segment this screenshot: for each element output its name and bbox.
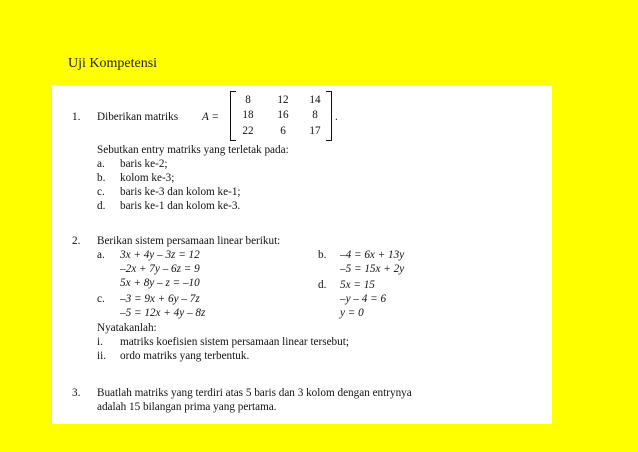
q1-item-text: kolom ke-3; xyxy=(120,172,175,184)
q1-intro: Diberikan matriks xyxy=(97,111,179,123)
matrix-cell: 16 xyxy=(277,109,289,121)
q2-task-text: matriks koefisien sistem persamaan linear tersebut; xyxy=(120,336,349,348)
q3-number: 3. xyxy=(72,387,81,399)
q2-equation: –4 = 6x + 13y xyxy=(340,249,405,261)
q1-item-letter: d. xyxy=(97,200,106,212)
q2-equation: –3 = 9x + 6y – 7z xyxy=(120,293,200,305)
q2-equation: –5 = 12x + 4y – 8z xyxy=(120,307,206,319)
matrix-cell: 6 xyxy=(280,125,286,137)
q2-instruction: Nyatakanlah: xyxy=(97,322,157,334)
matrix-cell: 8 xyxy=(312,109,318,121)
matrix-cell: 8 xyxy=(245,94,251,106)
q2-equation: –y – 4 = 6 xyxy=(340,293,387,305)
q1-item-text: baris ke-2; xyxy=(120,158,168,170)
q2-prompt: Berikan sistem persamaan linear berikut: xyxy=(97,235,281,247)
q2-equation: 5x = 15 xyxy=(340,279,375,291)
slide-title: Uji Kompetensi xyxy=(68,56,158,71)
q2-equation: –5 = 15x + 2y xyxy=(340,263,405,275)
q1-number: 1. xyxy=(72,111,81,123)
q2-task-text: ordo matriks yang terbentuk. xyxy=(120,350,250,362)
q1-matrix-name: A = xyxy=(202,111,219,123)
q2-b-letter: b. xyxy=(318,249,327,261)
q1-item-text: baris ke-3 dan kolom ke-1; xyxy=(120,186,241,198)
q3-line: Buatlah matriks yang terdiri atas 5 baris dan 3 kolom dengan entrynya xyxy=(97,387,412,399)
q2-d-letter: d. xyxy=(318,279,327,291)
q2-task-letter: i. xyxy=(97,336,103,348)
q1-item-text: baris ke-1 dan kolom ke-3. xyxy=(120,200,241,212)
q2-equation: y = 0 xyxy=(340,307,364,319)
matrix-cell: 22 xyxy=(242,125,254,137)
q3-line: adalah 15 bilangan prima yang pertama. xyxy=(97,401,277,413)
q2-task-letter: ii. xyxy=(97,350,107,362)
q2-equation: 3x + 4y – 3z = 12 xyxy=(120,249,200,261)
q1-matrix-end: . xyxy=(335,111,338,123)
q2-equation: –2x + 7y – 6z = 9 xyxy=(120,263,200,275)
q1-item-letter: c. xyxy=(97,186,105,198)
matrix-cell: 18 xyxy=(242,109,254,121)
exercise-document xyxy=(52,85,552,424)
q1-item-letter: a. xyxy=(97,158,105,170)
q2-c-letter: c. xyxy=(97,293,105,305)
matrix-cell: 12 xyxy=(277,94,289,106)
matrix-cell: 17 xyxy=(309,125,321,137)
matrix-cell: 14 xyxy=(309,94,321,106)
q2-equation: 5x + 8y – z = –10 xyxy=(120,277,200,289)
q2-a-letter: a. xyxy=(97,249,105,261)
q1-prompt: Sebutkan entry matriks yang terletak pada: xyxy=(97,144,289,156)
q2-number: 2. xyxy=(72,235,81,247)
exercise-panel xyxy=(52,85,552,424)
matrix-a xyxy=(230,91,332,139)
q1-item-letter: b. xyxy=(97,172,106,184)
